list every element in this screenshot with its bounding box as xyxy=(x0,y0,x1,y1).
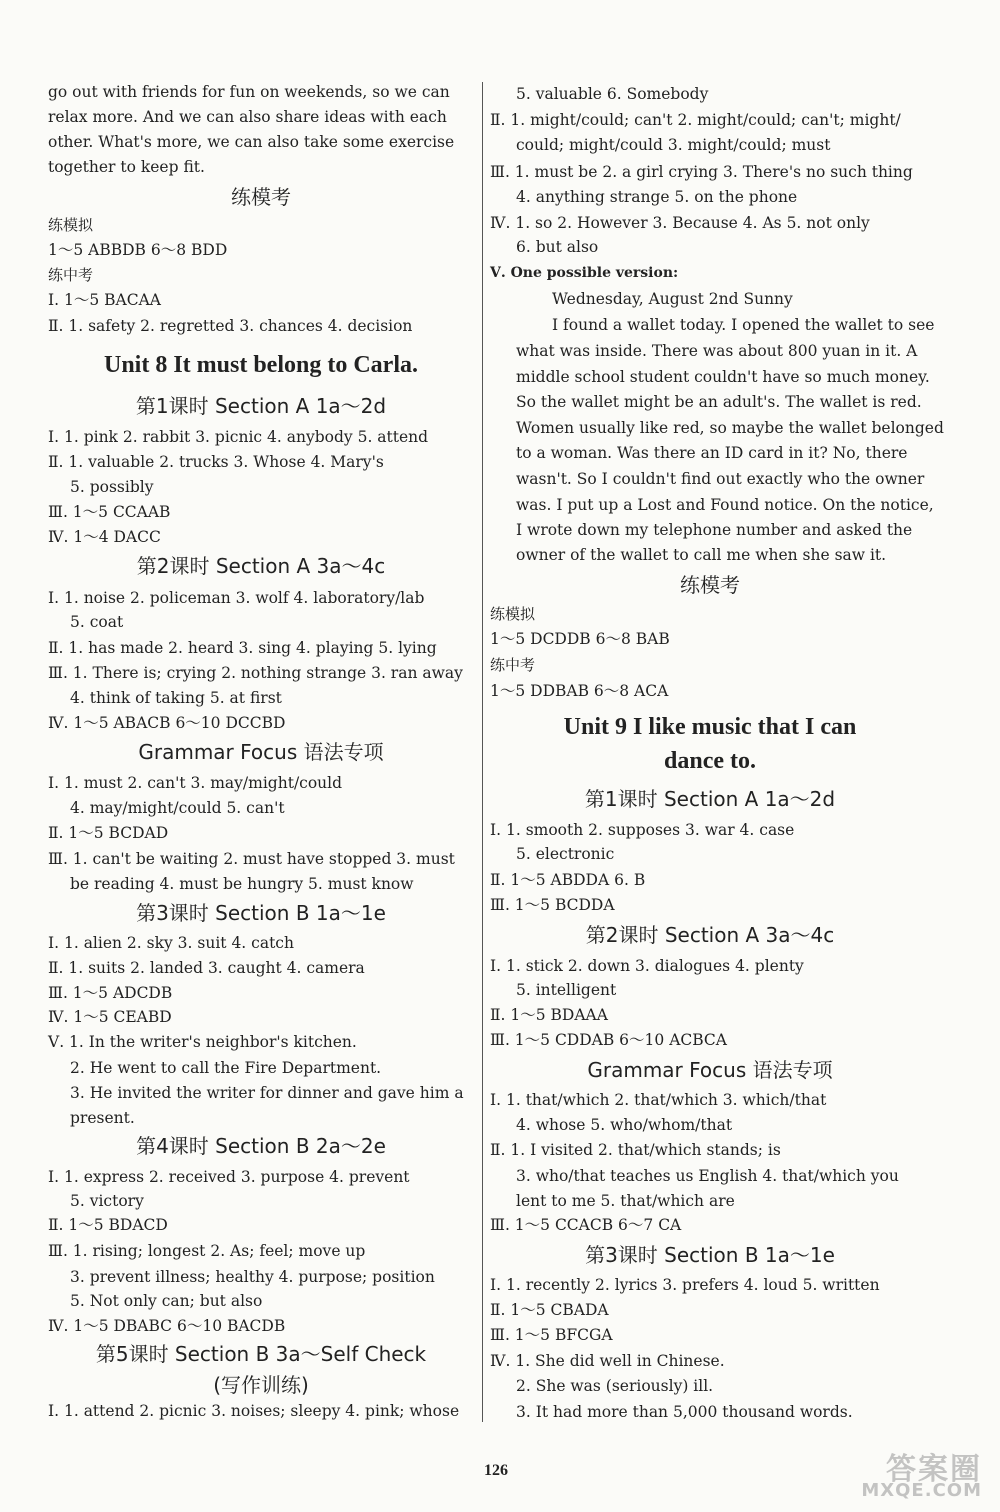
answer-line: 1～5 DDBAB 6～8 ACA xyxy=(490,682,669,700)
column-divider xyxy=(482,82,483,1422)
lesson-heading: 第1课时 Section A 1a～2d xyxy=(584,787,836,811)
answer-line: Ⅱ. 1～5 BDAAA xyxy=(490,1006,608,1024)
answer-line: Ⅲ. 1～5 CCACB 6～7 CA xyxy=(490,1216,682,1234)
answer-line: Ⅰ. 1. smooth 2. supposes 3. war 4. case xyxy=(490,821,795,839)
answer-line: 6. but also xyxy=(516,238,599,256)
answer-line: Ⅴ. 1. In the writer's neighbor's kitchen. xyxy=(48,1033,357,1051)
essay-line: middle school student couldn't have so much money. xyxy=(516,368,930,386)
lesson-heading: Grammar Focus 语法专项 xyxy=(587,1058,833,1082)
answer-line: Ⅲ. 1. There is; crying 2. nothing strange 3. ran away xyxy=(48,664,463,682)
answer-line: Ⅱ. 1～5 BCDAD xyxy=(48,824,169,842)
answer-line: Ⅳ. 1. so 2. However 3. Because 4. As 5. not only xyxy=(490,214,870,232)
essay-line: I found a wallet today. I opened the wallet to see xyxy=(552,316,935,334)
lesson-heading: Grammar Focus 语法专项 xyxy=(138,740,384,764)
answer-line: Ⅳ. 1. She did well in Chinese. xyxy=(490,1352,725,1370)
lesson-heading: 第2课时 Section A 3a～4c xyxy=(585,923,835,947)
answer-line: 5. valuable 6. Somebody xyxy=(516,85,709,103)
essay-date: Wednesday, August 2nd Sunny xyxy=(552,290,793,308)
answer-line: 4. whose 5. who/whom/that xyxy=(516,1116,733,1134)
text-line: relax more. And we can also share ideas with each xyxy=(48,108,447,126)
answer-line: Ⅰ. 1. noise 2. policeman 3. wolf 4. laboratory/lab xyxy=(48,589,425,607)
answer-line: could; might/could 3. might/could; must xyxy=(516,136,831,154)
answer-line: 1～5 ABBDB 6～8 BDD xyxy=(48,241,228,259)
answer-line: Ⅱ. 1～5 CBADA xyxy=(490,1301,609,1319)
answer-line: Ⅲ. 1～5 CDDAB 6～10 ACBCA xyxy=(490,1031,727,1049)
answer-line: Ⅱ. 1. safety 2. regretted 3. chances 4. decision xyxy=(48,317,413,335)
text-line: go out with friends for fun on weekends, so we can xyxy=(48,83,450,101)
answer-line: 3. He invited the writer for dinner and gave him a xyxy=(70,1084,464,1102)
answer-line: Ⅰ. 1. must 2. can't 3. may/might/could xyxy=(48,774,343,792)
answer-line: present. xyxy=(70,1109,135,1127)
answer-line: 5. victory xyxy=(70,1192,144,1210)
answer-line: 1～5 DCDDB 6～8 BAB xyxy=(490,630,670,648)
answer-line: Ⅴ. One possible version: xyxy=(490,265,679,281)
answer-line: Ⅲ. 1～5 BFCGA xyxy=(490,1326,613,1344)
answer-line: 3. who/that teaches us English 4. that/which you xyxy=(516,1167,899,1185)
text-line: other. What's more, we can also take some exercise xyxy=(48,133,455,151)
answer-line: Ⅱ. 1. might/could; can't 2. might/could; can't; might/ xyxy=(490,111,901,129)
text-line: together to keep fit. xyxy=(48,158,205,176)
answer-line: Ⅱ. 1. I visited 2. that/which stands; is xyxy=(490,1141,781,1159)
answer-line: Ⅳ. 1～5 CEABD xyxy=(48,1008,172,1026)
answer-line: Ⅰ. 1. recently 2. lyrics 3. prefers 4. loud 5. written xyxy=(490,1276,880,1294)
answer-line: Ⅱ. 1～5 BDACD xyxy=(48,1216,168,1234)
page-number: 126 xyxy=(484,1462,508,1479)
lesson-heading: 第3课时 Section B 1a～1e xyxy=(585,1243,835,1267)
subheading: 练中考 xyxy=(490,656,536,674)
lesson-heading: 第5课时 Section B 3a～Self Check xyxy=(95,1342,427,1366)
answer-line: Ⅰ. 1. express 2. received 3. purpose 4. prevent xyxy=(48,1168,410,1186)
answer-line: 4. may/might/could 5. can't xyxy=(70,799,285,817)
answer-line: Ⅰ. 1. alien 2. sky 3. suit 4. catch xyxy=(48,934,294,952)
essay-line: I wrote down my telephone number and asked the xyxy=(516,521,913,539)
answer-line: Ⅱ. 1. valuable 2. trucks 3. Whose 4. Mary's xyxy=(48,453,384,471)
answer-line: 5. coat xyxy=(70,613,124,631)
unit-title: Unit 8 It must belong to Carla. xyxy=(103,352,418,378)
lesson-heading: 第4课时 Section B 2a～2e xyxy=(136,1134,386,1158)
essay-line: Women usually like red, so maybe the wallet belonged xyxy=(516,419,944,437)
answer-line: 3. prevent illness; healthy 4. purpose; position xyxy=(70,1268,435,1286)
lesson-heading: 第2课时 Section A 3a～4c xyxy=(136,554,386,578)
answer-line: Ⅱ. 1. has made 2. heard 3. sing 4. playing 5. lying xyxy=(48,639,437,657)
answer-line: 2. She was (seriously) ill. xyxy=(516,1377,714,1395)
answer-line: Ⅰ. 1～5 BACAA xyxy=(48,291,161,309)
answer-line: 3. It had more than 5,000 thousand words. xyxy=(516,1403,853,1421)
answer-line: 4. anything strange 5. on the phone xyxy=(516,188,798,206)
essay-line: owner of the wallet to call me when she saw it. xyxy=(516,546,887,564)
essay-line: to a woman. Was there an ID card in it? No, there xyxy=(516,444,908,462)
answer-line: Ⅰ. 1. that/which 2. that/which 3. which/that xyxy=(490,1091,827,1109)
watermark-text: 答案圈 xyxy=(886,1452,982,1487)
answer-line: 5. electronic xyxy=(516,845,615,863)
unit-title: Unit 9 I like music that I can xyxy=(563,714,857,740)
watermark-url: MXQE.COM xyxy=(861,1480,982,1501)
essay-line: what was inside. There was about 800 yuan in it. A xyxy=(516,342,918,360)
answer-line: Ⅰ. 1. attend 2. picnic 3. noises; sleepy 4. pink; whose xyxy=(48,1402,460,1420)
answer-line: 5. intelligent xyxy=(516,981,617,999)
answer-line: Ⅳ. 1～5 DBABC 6～10 BACDB xyxy=(48,1317,286,1335)
answer-line: 4. think of taking 5. at first xyxy=(70,689,282,707)
subheading: 练模拟 xyxy=(490,605,536,623)
answer-line: Ⅲ. 1～5 BCDDA xyxy=(490,896,615,914)
answer-line: be reading 4. must be hungry 5. must know xyxy=(70,875,414,893)
essay-line: was. I put up a Lost and Found notice. On the notice, xyxy=(516,496,934,514)
lesson-heading: 第3课时 Section B 1a～1e xyxy=(136,901,386,925)
lesson-heading: 第1课时 Section A 1a～2d xyxy=(135,394,387,418)
answer-line: Ⅲ. 1～5 CCAAB xyxy=(48,503,171,521)
answer-line: Ⅱ. 1～5 ABDDA 6. B xyxy=(490,871,646,889)
answer-line: Ⅲ. 1～5 ADCDB xyxy=(48,984,173,1002)
answer-line: 2. He went to call the Fire Department. xyxy=(70,1059,382,1077)
subheading: 练中考 xyxy=(48,266,94,284)
section-heading: 练模考 xyxy=(231,185,291,209)
answer-line: 5. possibly xyxy=(70,478,154,496)
answer-line: Ⅲ. 1. can't be waiting 2. must have stopped 3. must xyxy=(48,850,455,868)
lesson-subheading: (写作训练) xyxy=(213,1373,309,1397)
answer-line: lent to me 5. that/which are xyxy=(516,1192,735,1210)
answer-line: Ⅲ. 1. must be 2. a girl crying 3. There's no such thing xyxy=(490,163,913,181)
essay-line: So the wallet might be an adult's. The wallet is red. xyxy=(516,393,922,411)
answer-line: Ⅰ. 1. pink 2. rabbit 3. picnic 4. anybody 5. attend xyxy=(48,428,429,446)
answer-line: Ⅳ. 1～4 DACC xyxy=(48,528,161,546)
answer-line: Ⅰ. 1. stick 2. down 3. dialogues 4. plenty xyxy=(490,957,804,975)
answer-line: Ⅱ. 1. suits 2. landed 3. caught 4. camera xyxy=(48,959,365,977)
unit-title-cont: dance to. xyxy=(664,748,756,774)
essay-line: wasn't. So I couldn't find out exactly who the owner xyxy=(516,470,925,488)
subheading: 练模拟 xyxy=(48,216,94,234)
answer-line: 5. Not only can; but also xyxy=(70,1292,263,1310)
watermark xyxy=(842,1444,992,1504)
answer-line: Ⅳ. 1～5 ABACB 6～10 DCCBD xyxy=(48,714,286,732)
answer-line: Ⅲ. 1. rising; longest 2. As; feel; move up xyxy=(48,1242,366,1260)
section-heading: 练模考 xyxy=(680,573,740,597)
